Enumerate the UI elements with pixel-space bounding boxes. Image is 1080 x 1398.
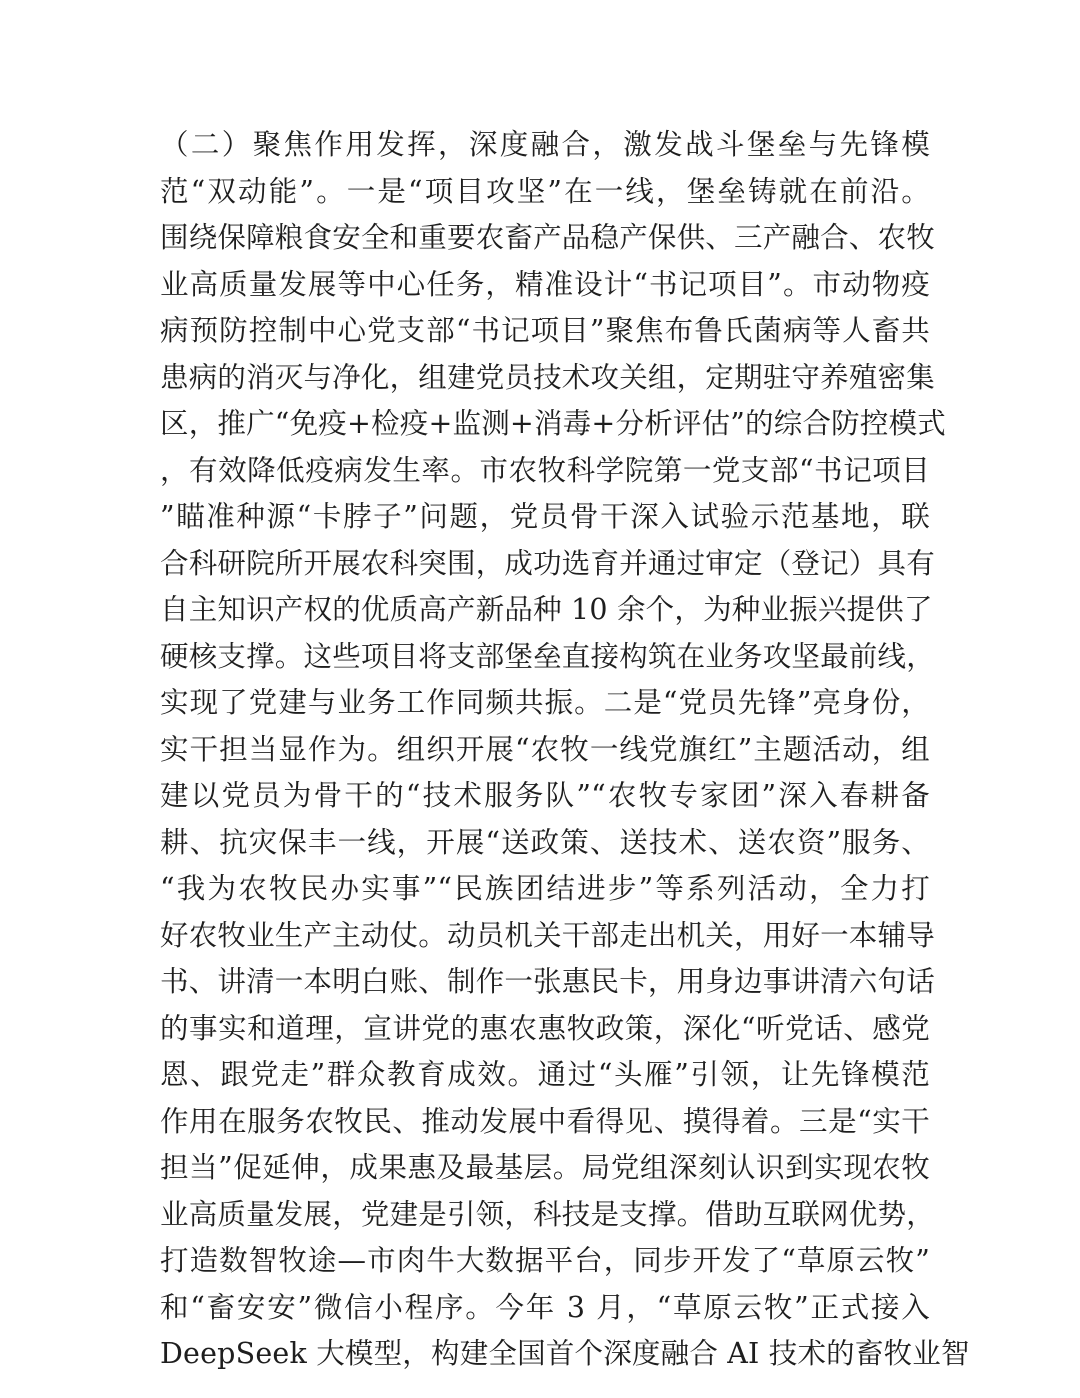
text-line: 业高质量发展，党建是引领，科技是支撑。借助互联网优势， (160, 1197, 935, 1231)
text-line: 患病的消灭与净化，组建党员技术攻关组，定期驻守养殖密集 (160, 360, 935, 394)
text-line: 建以党员为骨干的“技术服务队”“农牧专家团”深入春耕备 (160, 779, 930, 812)
text-line: 的事实和道理，宣讲党的惠农惠牧政策，深化“听党话、感党 (160, 1011, 930, 1045)
text-line: 围绕保障粮食安全和重要农畜产品稳产保供、三产融合、农牧 (160, 221, 935, 254)
text-line: 区，推广“免疫+检疫+监测+消毒+分析评估”的综合防控模式 (160, 407, 946, 440)
text-line: 范“双动能”。一是“项目攻坚”在一线，堡垒铸就在前沿。 (160, 174, 930, 208)
text-line: 实现了党建与业务工作同频共振。二是“党员先锋”亮身份， (160, 686, 930, 719)
text-line: 恩、跟党走”群众教育成效。通过“头雁”引领，让先锋模范 (160, 1058, 930, 1091)
text-line: 担当”促延伸，成果惠及最基层。局党组深刻认识到实现农牧 (160, 1151, 930, 1184)
text-line: ，有效降低疫病发生率。市农牧科学院第一党支部“书记项目 (160, 453, 930, 487)
text-line: ”瞄准种源“卡脖子”问题，党员骨干深入试验示范基地，联 (160, 500, 930, 533)
text-line: “我为农牧民办实事”“民族团结进步”等系列活动，全力打 (160, 872, 930, 905)
text-line: 打造数智牧途—市肉牛大数据平台，同步开发了“草原云牧” (160, 1244, 930, 1277)
body-paragraph (160, 122, 970, 1378)
text-line: 书、讲清一本明白账、制作一张惠民卡，用身边事讲清六句话 (160, 965, 935, 998)
text-line: 作用在服务农牧民、推动发展中看得见、摸得着。三是“实干 (160, 1104, 930, 1138)
text-line: 硬核支撑。这些项目将支部堡垒直接构筑在业务攻坚最前线， (160, 639, 935, 673)
text-line: 合科研院所开展农科突围，成功选育并通过审定（登记）具有 (160, 546, 935, 580)
text-line: 业高质量发展等中心任务，精准设计“书记项目”。市动物疫 (160, 267, 930, 301)
text-line: 耕、抗灾保丰一线，开展“送政策、送技术、送农资”服务、 (160, 825, 930, 859)
text-line: 实干担当显作为。组织开展“农牧一线党旗红”主题活动，组 (160, 732, 930, 766)
text-line: DeepSeek 大模型，构建全国首个深度融合 AI 技术的畜牧业智 (160, 1337, 970, 1370)
text-line: （二）聚焦作用发挥，深度融合，激发战斗堡垒与先锋模 (160, 128, 930, 161)
text-line: 好农牧业生产主动仗。动员机关干部走出机关，用好一本辅导 (160, 918, 935, 952)
text-line: 和“畜安安”微信小程序。今年 3 月，“草原云牧”正式接入 (160, 1290, 930, 1324)
text-line: 自主知识产权的优质高产新品种 10 余个，为种业振兴提供了 (160, 593, 933, 626)
text-line: 病预防控制中心党支部“书记项目”聚焦布鲁氏菌病等人畜共 (160, 314, 930, 347)
